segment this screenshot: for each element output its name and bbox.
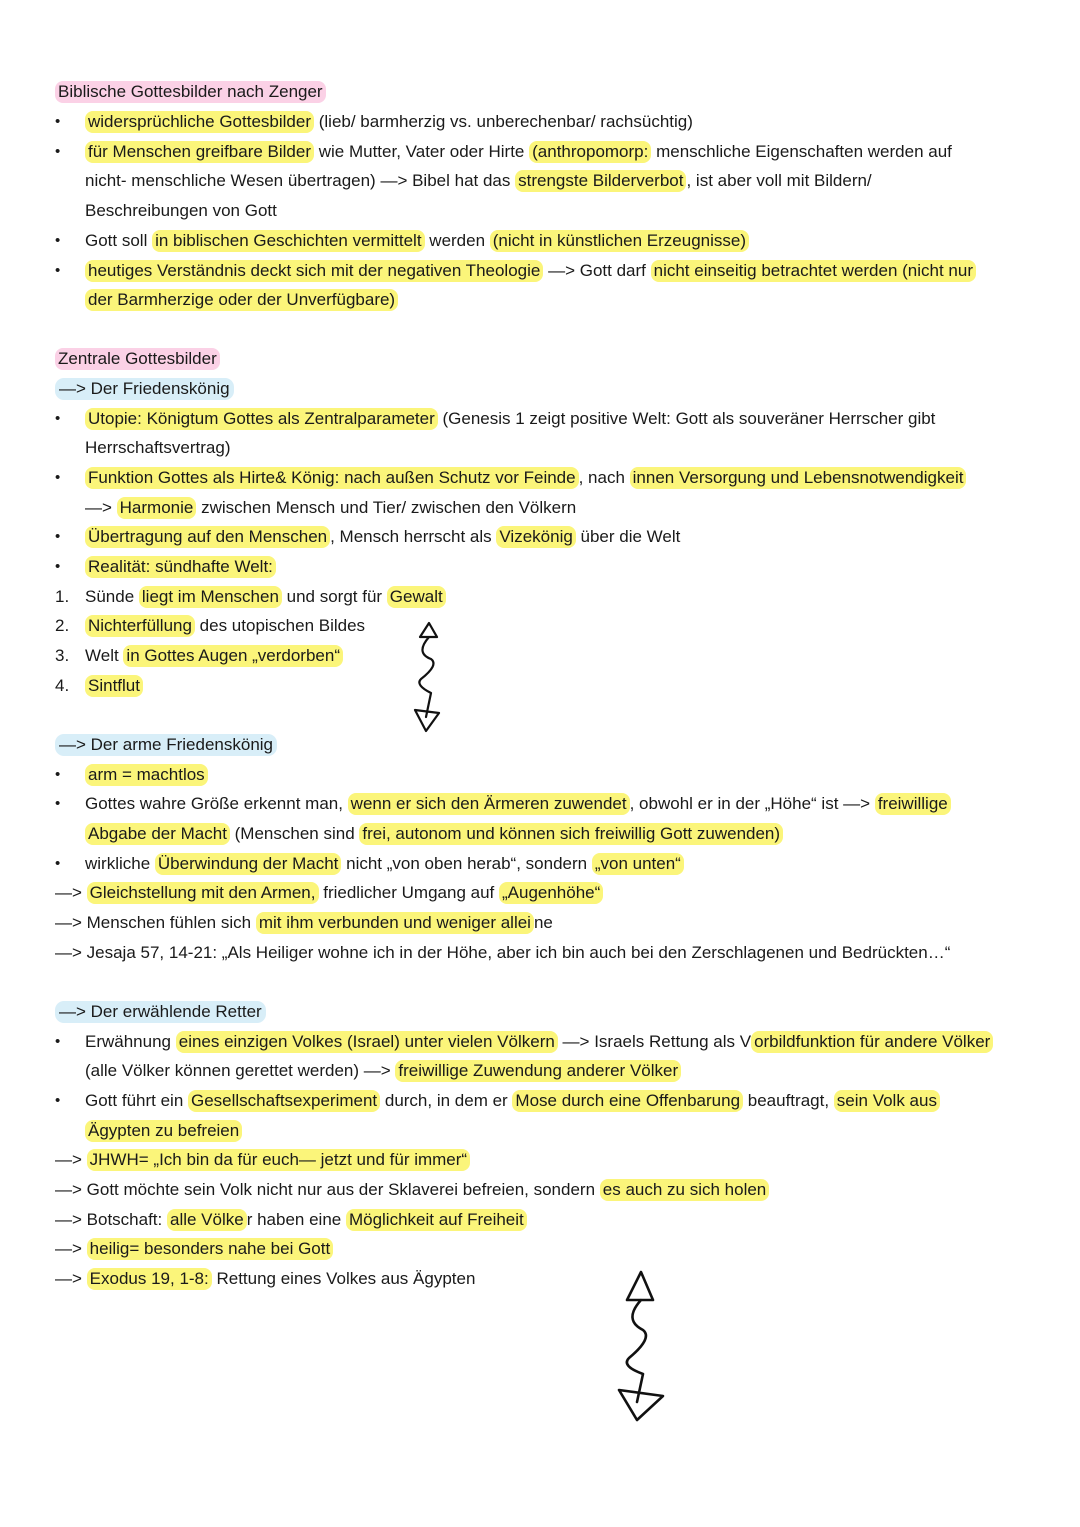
list-item-continuation: Herrschaftsvertrag) — [85, 438, 231, 457]
section-title: Biblische Gottesbilder nach Zenger — [55, 77, 326, 107]
lightning-arrow-icon — [605, 1262, 675, 1432]
subsection-title: —> Der erwählende Retter — [55, 997, 266, 1027]
arrow-line: —> Botschaft: alle Völke r haben eine Möglichkeit auf Freiheit — [55, 1205, 527, 1235]
document-page: Biblische Gottesbilder nach Zenger widersprüchliche Gottesbilder (lieb/ barmherzig vs. unberechenbar/ rachsüchtig) für Menschen greifbare Bilder wie Mutter, Vater oder Hirte (anthropomorp: menschliche Eigenschaften werden auf nicht- menschliche Wesen übertragen) —> Bibel hat das strengste Bilderverbot , ist aber voll mit Bildern/ Beschreibungen von Gott Gott soll in biblischen Geschichten vermittelt werden (nicht in künstlichen Erzeugnisse) heutiges Verständnis deckt sich mit der negativen Theologie —> Gott darf nicht einseitig betrachtet werden (nicht nur der Barmherzige oder der Unverfügbare) Zentrale Gottesbilder —> Der Friedenskönig Utopie: Königtum Gottes als Zentralparameter (Genesis 1 zeigt positive Welt: Gott als souveräner Herrscher gibt Herrschaftsvertrag) Funktion Gottes als Hirte& König: nach außen Schutz vor Feinde , nach innen Versorgung und Lebensnotwendigkeit —> Harmonie zwischen Mensch und Tier/ zwischen den Völkern Übertragung auf den Menschen , Mensch herrscht als Vizekönig über die Welt Realität: sündhafte Welt: 1. Sünde liegt im Menschen und sorgt für Gewalt 2. Nichterfüllung des utopischen Bildes 3. Welt in Gottes Augen „verdorben“ 4. Sintflut —> Der arme Friedenskönig arm = machtlos Gottes wahre Größe erkennt man, wenn er sich den Ärmeren zuwendet , obwohl er in der „Höhe“ ist —> freiwillige Abgabe der Macht (Menschen sind frei, autonom und können sich freiwillig Gott zuwenden) wirkliche Überwindung der Macht nicht „von oben herab“, sondern „von unten“ —> Gleichstellung mit den Armen, friedlicher Umgang auf „Augenhöhe“ —> Menschen fühlen sich mit ihm verbunden und weniger allei ne —> Jesaja 57, 14-21: „Als Heiliger wohne ich in der Höhe, aber ich bin auch bei den Zerschlagenen und Bedrückten…“ —> Der erwählende Retter Erwähnung eines einzigen Volkes (Israel) unter vielen Völkern —> Israels Rettung als V orbildfunktion für andere Völker (alle Völker können gerettet werden) —> freiwillige Zuwendung anderer Völker Gott führt ein Gesellschaftsexperiment durch, in dem er Mose durch eine Offenbarung beauftragt, sein Volk aus Ägypten zu befreien —> JHWH= „Ich bin da für euch— jetzt und für immer“ —> Gott möchte sein Volk nicht nur aus der Sklaverei befreien, sondern es auch zu sich holen —> Botschaft: alle Völke r haben eine Möglichkeit auf Freiheit —> heilig= besonders nahe bei Gott —> Exodus 19, 1-8: Rettung eines Volkes aus Ägypten — [0, 0, 1080, 1527]
arrow-line: —> Menschen fühlen sich mit ihm verbunden und weniger allei ne — [55, 913, 553, 932]
arrow-line: —> Gott möchte sein Volk nicht nur aus der Sklaverei befreien, sondern es auch zu sich holen — [55, 1175, 769, 1205]
list-item-continuation: Beschreibungen von Gott — [85, 201, 277, 220]
arrow-line: —> Exodus 19, 1-8: Rettung eines Volkes aus Ägypten — [55, 1269, 476, 1288]
subsection-title: —> Der Friedenskönig — [55, 374, 234, 404]
list-item-continuation: der Barmherzige oder der Unverfügbare) — [85, 285, 398, 315]
list-item-continuation: (alle Völker können gerettet werden) —> freiwillige Zuwendung anderer Völker — [85, 1056, 681, 1086]
list-item-continuation: Ägypten zu befreien — [85, 1116, 242, 1146]
arrow-line: —> Gleichstellung mit den Armen, friedlicher Umgang auf „Augenhöhe“ — [55, 878, 603, 908]
lightning-arrow-icon — [405, 615, 450, 740]
list-item-continuation: nicht- menschliche Wesen übertragen) —> Bibel hat das strengste Bilderverbot , ist aber voll mit Bildern/ — [85, 171, 872, 190]
arrow-line: —> heilig= besonders nahe bei Gott — [55, 1234, 333, 1264]
arrow-line: —> JHWH= „Ich bin da für euch— jetzt und für immer“ — [55, 1145, 470, 1175]
section-title: Zentrale Gottesbilder — [55, 344, 220, 374]
arrow-line: —> Jesaja 57, 14-21: „Als Heiliger wohne ich in der Höhe, aber ich bin auch bei den Zerschlagenen und Bedrückten…“ — [55, 943, 951, 962]
list-item-continuation: —> Harmonie zwischen Mensch und Tier/ zwischen den Völkern — [85, 498, 577, 517]
list-item-continuation: Abgabe der Macht (Menschen sind frei, autonom und können sich freiwillig Gott zuwenden) — [85, 819, 783, 849]
subsection-title: —> Der arme Friedenskönig — [55, 730, 277, 760]
